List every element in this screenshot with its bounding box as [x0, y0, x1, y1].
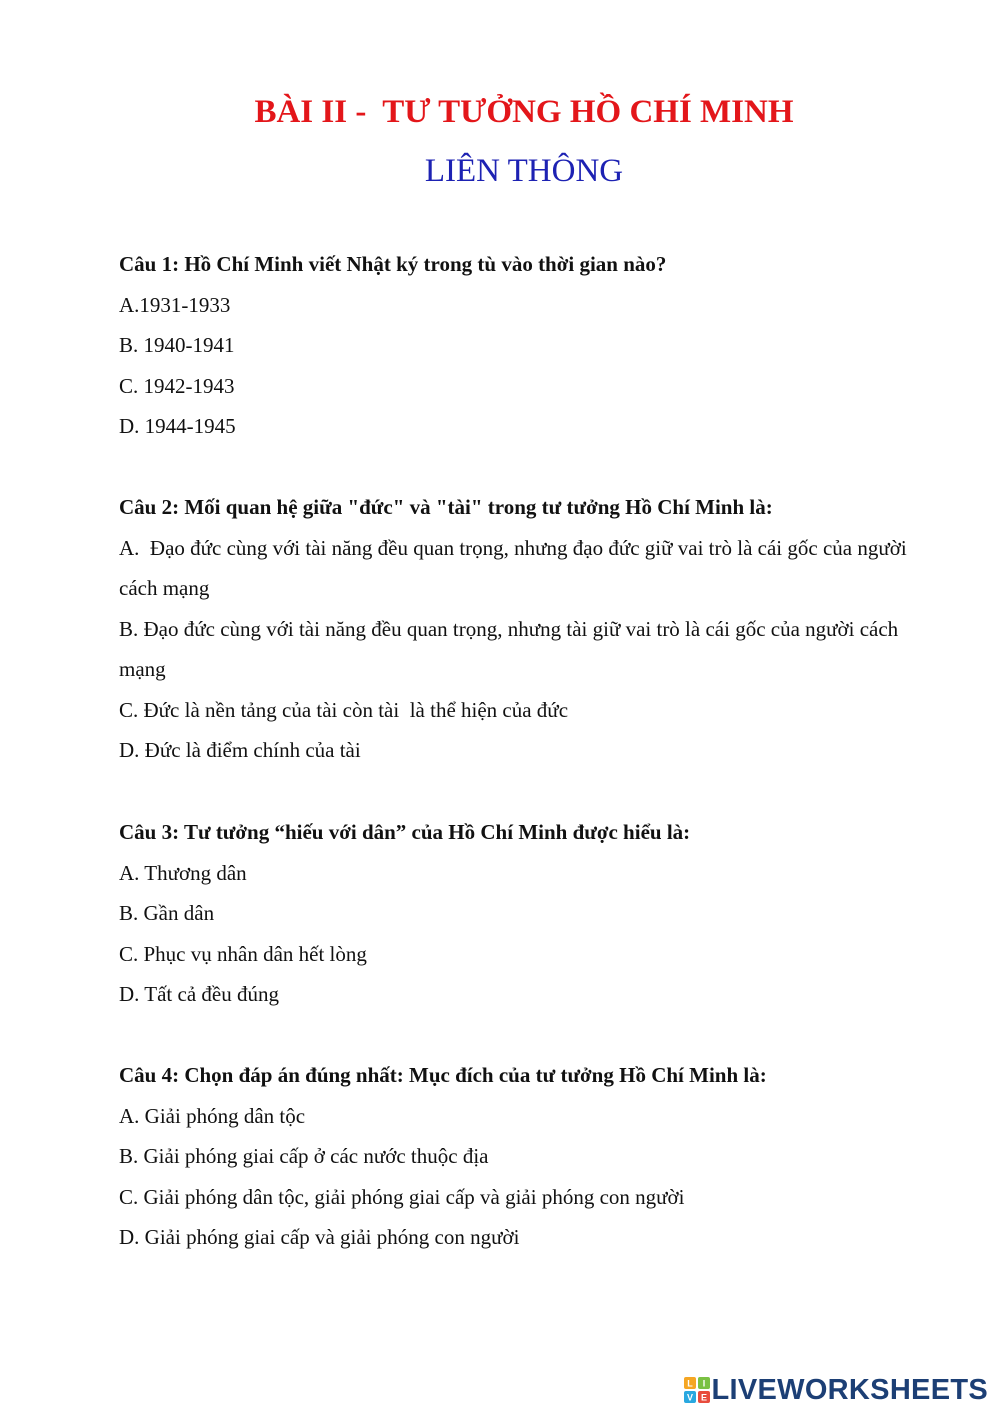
question-1-option-d[interactable]: D. 1944-1945: [119, 414, 236, 438]
logo-letter-i: I: [702, 1378, 705, 1389]
question-3-option-b[interactable]: B. Gần dân: [119, 901, 215, 925]
logo-letter-e: E: [700, 1392, 707, 1403]
question-2-option-b[interactable]: B. Đạo đức cùng với tài năng đều quan trọng, nhưng tài giữ vai trò là cái gốc của người cách mạng: [119, 616, 904, 681]
liveworksheets-brand: [684, 1372, 989, 1408]
worksheet-subtitle: LIÊN THÔNG: [424, 153, 624, 189]
question-1-option-b[interactable]: B. 1940-1941: [119, 333, 235, 357]
question-4: [119, 1055, 919, 1258]
question-2-option-a[interactable]: A. Đạo đức cùng với tài năng đều quan trọng, nhưng đạo đức giữ vai trò là cái gốc của người cách mạng: [119, 535, 912, 600]
question-2: [119, 487, 919, 771]
question-3-option-d[interactable]: D. Tất cả đều đúng: [119, 982, 279, 1006]
logo-letter-v: V: [686, 1392, 693, 1403]
question-4-option-d[interactable]: D. Giải phóng giai cấp và giải phóng con người: [119, 1225, 520, 1249]
question-2-option-c[interactable]: C. Đức là nền tảng của tài còn tài là thể hiện của đức: [119, 697, 569, 722]
logo-letter-l: L: [686, 1378, 693, 1389]
question-4-option-c[interactable]: C. Giải phóng dân tộc, giải phóng giai cấp và giải phóng con người: [119, 1184, 685, 1209]
question-1-option-c[interactable]: C. 1942-1943: [119, 373, 235, 398]
question-4-text: Câu 4: Chọn đáp án đúng nhất: Mục đích của tư tưởng Hồ Chí Minh là:: [119, 1063, 767, 1087]
question-3-text: Câu 3: Tư tưởng “hiếu với dân” của Hồ Chí Minh được hiểu là:: [119, 820, 691, 844]
question-1-option-a[interactable]: A.1931-1933: [119, 292, 231, 317]
question-2-option-d[interactable]: D. Đức là điểm chính của tài: [119, 738, 361, 762]
question-3-option-c[interactable]: C. Phục vụ nhân dân hết lòng: [119, 941, 367, 966]
question-1: [119, 244, 919, 447]
question-4-option-a[interactable]: A. Giải phóng dân tộc: [119, 1103, 306, 1128]
question-3-option-a[interactable]: A. Thương dân: [119, 860, 247, 885]
liveworksheets-brand-text: LIVEWORKSHEETS: [711, 1373, 988, 1406]
worksheet-title: BÀI II - TƯ TƯỞNG HỒ CHÍ MINH: [254, 94, 794, 130]
question-1-text: Câu 1: Hồ Chí Minh viết Nhật ký trong tù vào thời gian nào?: [119, 252, 667, 276]
question-4-option-b[interactable]: B. Giải phóng giai cấp ở các nước thuộc địa: [119, 1144, 489, 1168]
question-3: [119, 812, 919, 1015]
liveworksheets-logo-icon: [684, 1377, 710, 1403]
question-2-text: Câu 2: Mối quan hệ giữa "đức" và "tài" trong tư tưởng Hồ Chí Minh là:: [119, 495, 773, 519]
